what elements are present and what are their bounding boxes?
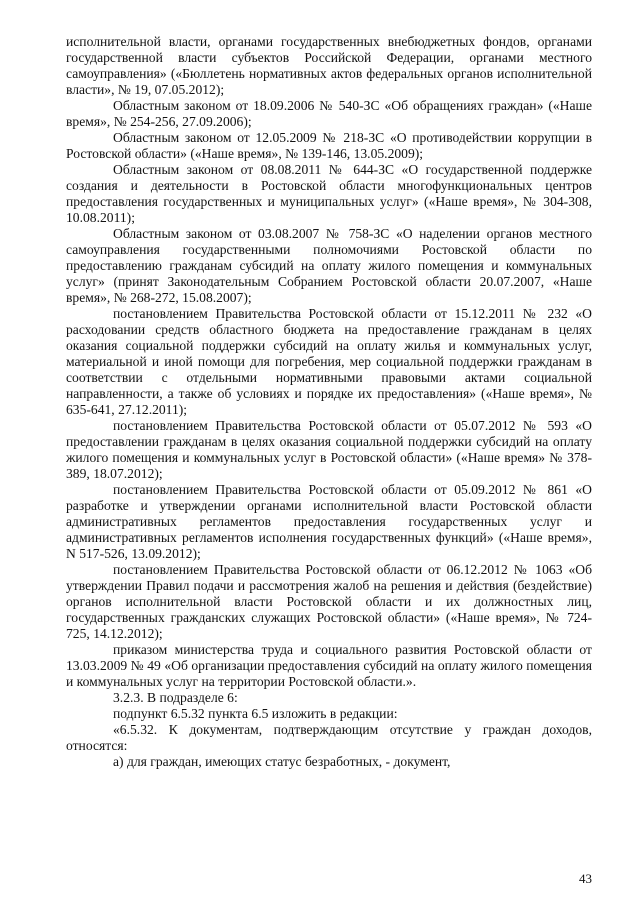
- paragraph: подпункт 6.5.32 пункта 6.5 изложить в редакции:: [113, 706, 398, 721]
- paragraph: Областным законом от 12.05.2009 № 218-ЗС «О противодействии коррупции в Ростовской области» («Наше время», № 139-146, 13.05.2009);: [66, 130, 592, 161]
- paragraph: постановлением Правительства Ростовской области от 05.09.2012 № 861 «О разработке и утверждении органами исполнительной власти Ростовской области административных регламентов предоставления государственных услуг и административных регламентов исполнения государственных функций» («Наше время», N 517-526, 13.09.2012);: [66, 482, 592, 561]
- paragraph: «6.5.32. К документам, подтверждающим отсутствие у граждан доходов, относятся:: [66, 722, 592, 753]
- paragraph: 3.2.3. В подразделе 6:: [113, 690, 238, 705]
- paragraph: исполнительной власти, органами государственных внебюджетных фондов, органами государственной власти субъектов Российской Федерации, органами местного самоуправления» («Бюллетень нормативных актов федеральных органов исполнительной власти», № 19, 07.05.2012);: [66, 34, 592, 97]
- page-number: 43: [579, 871, 592, 886]
- paragraph: постановлением Правительства Ростовской области от 06.12.2012 № 1063 «Об утверждении Правил подачи и рассмотрения жалоб на решения и действия (бездействие) органов исполнительной власти Ростовской области и их должностных лиц, государственных гражданских служащих Ростовской области» («Наше время», № 724-725, 14.12.2012);: [66, 562, 592, 641]
- paragraph: Областным законом от 08.08.2011 № 644-ЗС «О государственной поддержке создания и деятельности в Ростовской области многофункциональных центров предоставления государственных и муниципальных услуг» («Наше время», № 304-308, 10.08.2011);: [66, 162, 592, 225]
- paragraph: Областным законом от 18.09.2006 № 540-ЗС «Об обращениях граждан» («Наше время», № 254-256, 27.09.2006);: [66, 98, 592, 129]
- paragraph: приказом министерства труда и социального развития Ростовской области от 13.03.2009 № 49 «Об организации предоставления субсидий на оплату жилого помещения и коммунальных услуг на территории Ростовской области.».: [66, 642, 592, 689]
- paragraph: Областным законом от 03.08.2007 № 758-ЗС «О наделении органов местного самоуправления государственными полномочиями Ростовской области по предоставлению гражданам субсидий на оплату жилого помещения и коммунальных услуг» (принят Законодательным Собранием Ростовской области 20.07.2007, «Наше время», № 268-272, 15.08.2007);: [66, 226, 592, 305]
- paragraph: постановлением Правительства Ростовской области от 05.07.2012 № 593 «О предоставлении гражданам в целях оказания социальной поддержки субсидий на оплату жилого помещения и коммунальных услуг в Ростовской области» («Наше время» № 378-389, 18.07.2012);: [66, 418, 592, 481]
- paragraph: а) для граждан, имеющих статус безработных, - документ,: [113, 754, 451, 769]
- document-body: [66, 34, 592, 770]
- paragraph: постановлением Правительства Ростовской области от 15.12.2011 № 232 «О расходовании средств областного бюджета на предоставление гражданам в целях оказания социальной поддержки субсидий на оплату жилья и коммунальных услуг, материальной и иной помощи для погребения, мер социальной поддержки гражданам в соответствии с отдельными нормативными правовыми актами социальной направленности, а также об условиях и порядке их предоставления» («Наше время», № 635-641, 27.12.2011);: [66, 306, 592, 417]
